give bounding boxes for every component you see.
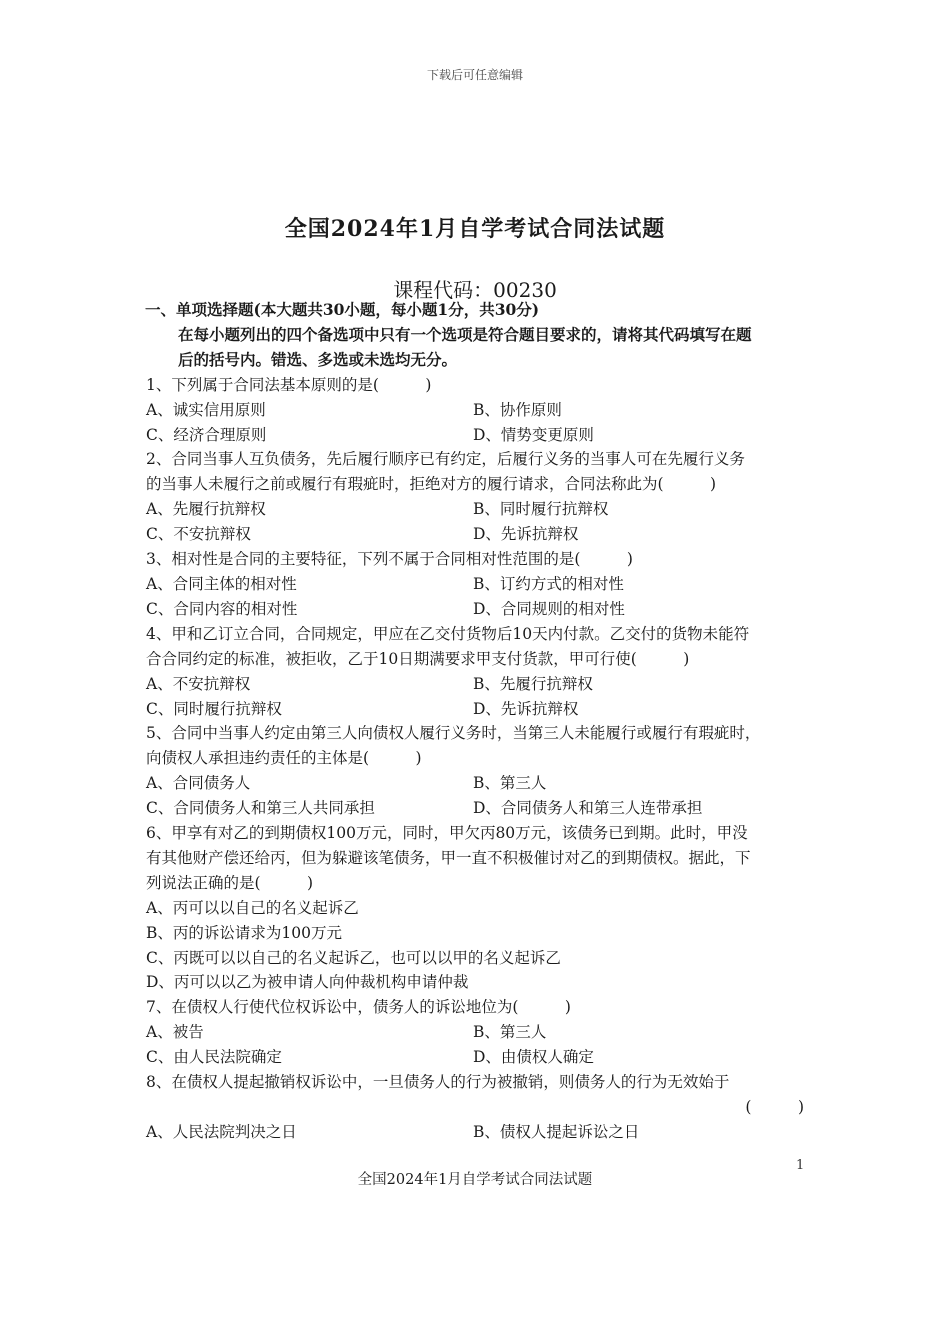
option-row (146, 497, 818, 522)
option-c: C、同时履行抗辩权 (146, 699, 282, 718)
question-3: 3、相对性是合同的主要特征，下列不属于合同相对性范围的是( ) (146, 550, 633, 569)
option-a: A、丙可以以自己的名义起诉乙 (146, 898, 359, 917)
question-7: 7、在债权人行使代位权诉讼中，债务人的诉讼地位为( ) (146, 998, 571, 1017)
option-a: A、不安抗辩权 (146, 674, 251, 693)
option-b: B、订约方式的相对性 (473, 574, 624, 593)
option-c: C、由人民法院确定 (146, 1048, 282, 1067)
question-6-cont: 有其他财产偿还给丙，但为躲避该笔债务，甲一直不积极催讨对乙的到期债权。据此，下 (146, 848, 751, 867)
option-d: D、丙可以以乙为被申请人向仲裁机构申请仲裁 (146, 973, 469, 992)
option-row (146, 1120, 818, 1145)
question-6-cont: 列说法正确的是( ) (146, 873, 314, 892)
option-d: D、由债权人确定 (473, 1048, 594, 1067)
option-b: B、先履行抗辩权 (473, 674, 593, 693)
option-d: D、先诉抗辩权 (473, 699, 579, 718)
option-c: C、不安抗辩权 (146, 525, 251, 544)
option-row (146, 796, 818, 821)
question-1: 1、下列属于合同法基本原则的是( ) (146, 375, 432, 394)
option-b: B、第三人 (473, 774, 547, 793)
option-c: C、丙既可以以自己的名义起诉乙，也可以以甲的名义起诉乙 (146, 948, 561, 967)
option-c: C、经济合理原则 (146, 425, 267, 444)
question-8: 8、在债权人提起撤销权诉讼中，一旦债务人的行为被撤销，则债务人的行为无效始于 (146, 1073, 730, 1092)
option-row (146, 572, 818, 597)
option-row (146, 697, 818, 722)
question-2: 2、合同当事人互负债务，先后履行顺序已有约定，后履行义务的当事人可在先履行义务 (146, 450, 745, 469)
option-a: A、人民法院判决之日 (146, 1122, 297, 1141)
option-b: B、债权人提起诉讼之日 (473, 1122, 640, 1141)
question-5-cont: 向债权人承担违约责任的主体是( ) (146, 749, 422, 768)
question-4: 4、甲和乙订立合同，合同规定，甲应在乙交付货物后10天内付款。乙交付的货物未能符 (146, 624, 750, 643)
option-b: B、丙的诉讼请求为100万元 (146, 923, 342, 942)
option-d: D、情势变更原则 (473, 425, 594, 444)
option-a: A、诚实信用原则 (146, 400, 266, 419)
option-d: D、合同规则的相对性 (473, 599, 625, 618)
question-2-cont: 的当事人未履行之前或履行有瑕疵时，拒绝对方的履行请求，合同法称此为( ) (146, 475, 717, 494)
answer-parentheses: ( ) (745, 1098, 804, 1116)
section-heading: 一、单项选择题(本大题共30小题，每小题1分，共30分) (145, 300, 540, 319)
option-c: C、合同债务人和第三人共同承担 (146, 799, 375, 818)
question-5: 5、合同中当事人约定由第三人向债权人履行义务时，当第三人未能履行或履行有瑕疵时， (146, 724, 761, 743)
section-instruction: 后的括号内。错选、多选或未选均无分。 (178, 349, 458, 369)
section-instruction: 在每小题列出的四个备选项中只有一个选项是符合题目要求的，请将其代码填写在题 (178, 324, 752, 344)
option-a: A、先履行抗辩权 (146, 500, 266, 519)
option-row (146, 672, 818, 697)
option-b: B、协作原则 (473, 400, 562, 419)
page-number: 1 (796, 1158, 805, 1173)
option-row (146, 1045, 818, 1070)
option-a: A、被告 (146, 1023, 204, 1042)
option-row (146, 771, 818, 796)
option-row (146, 522, 818, 547)
option-row (146, 423, 818, 448)
option-row (146, 398, 818, 423)
question-6: 6、甲享有对乙的到期债权100万元，同时，甲欠丙80万元，该债务已到期。此时，甲没 (146, 824, 748, 843)
question-4-cont: 合合同约定的标准，被拒收，乙于10日期满要求甲支付货款，甲可行使( ) (146, 649, 690, 668)
option-a: A、合同债务人 (146, 774, 251, 793)
header-note: 下载后可任意编辑 (426, 68, 523, 82)
option-b: B、第三人 (473, 1023, 547, 1042)
page-title: 全国2024年1月自学考试合同法试题 (284, 216, 666, 242)
option-a: A、合同主体的相对性 (146, 574, 297, 593)
option-row (146, 597, 818, 622)
page-footer: 全国2024年1月自学考试合同法试题 (357, 1172, 593, 1188)
exam-content (146, 298, 818, 1145)
option-d: D、合同债务人和第三人连带承担 (473, 799, 703, 818)
option-c: C、合同内容的相对性 (146, 599, 298, 618)
course-code: 课程代码：00230 (393, 278, 557, 302)
option-b: B、同时履行抗辩权 (473, 500, 609, 519)
option-row (146, 1020, 818, 1045)
option-d: D、先诉抗辩权 (473, 525, 579, 544)
